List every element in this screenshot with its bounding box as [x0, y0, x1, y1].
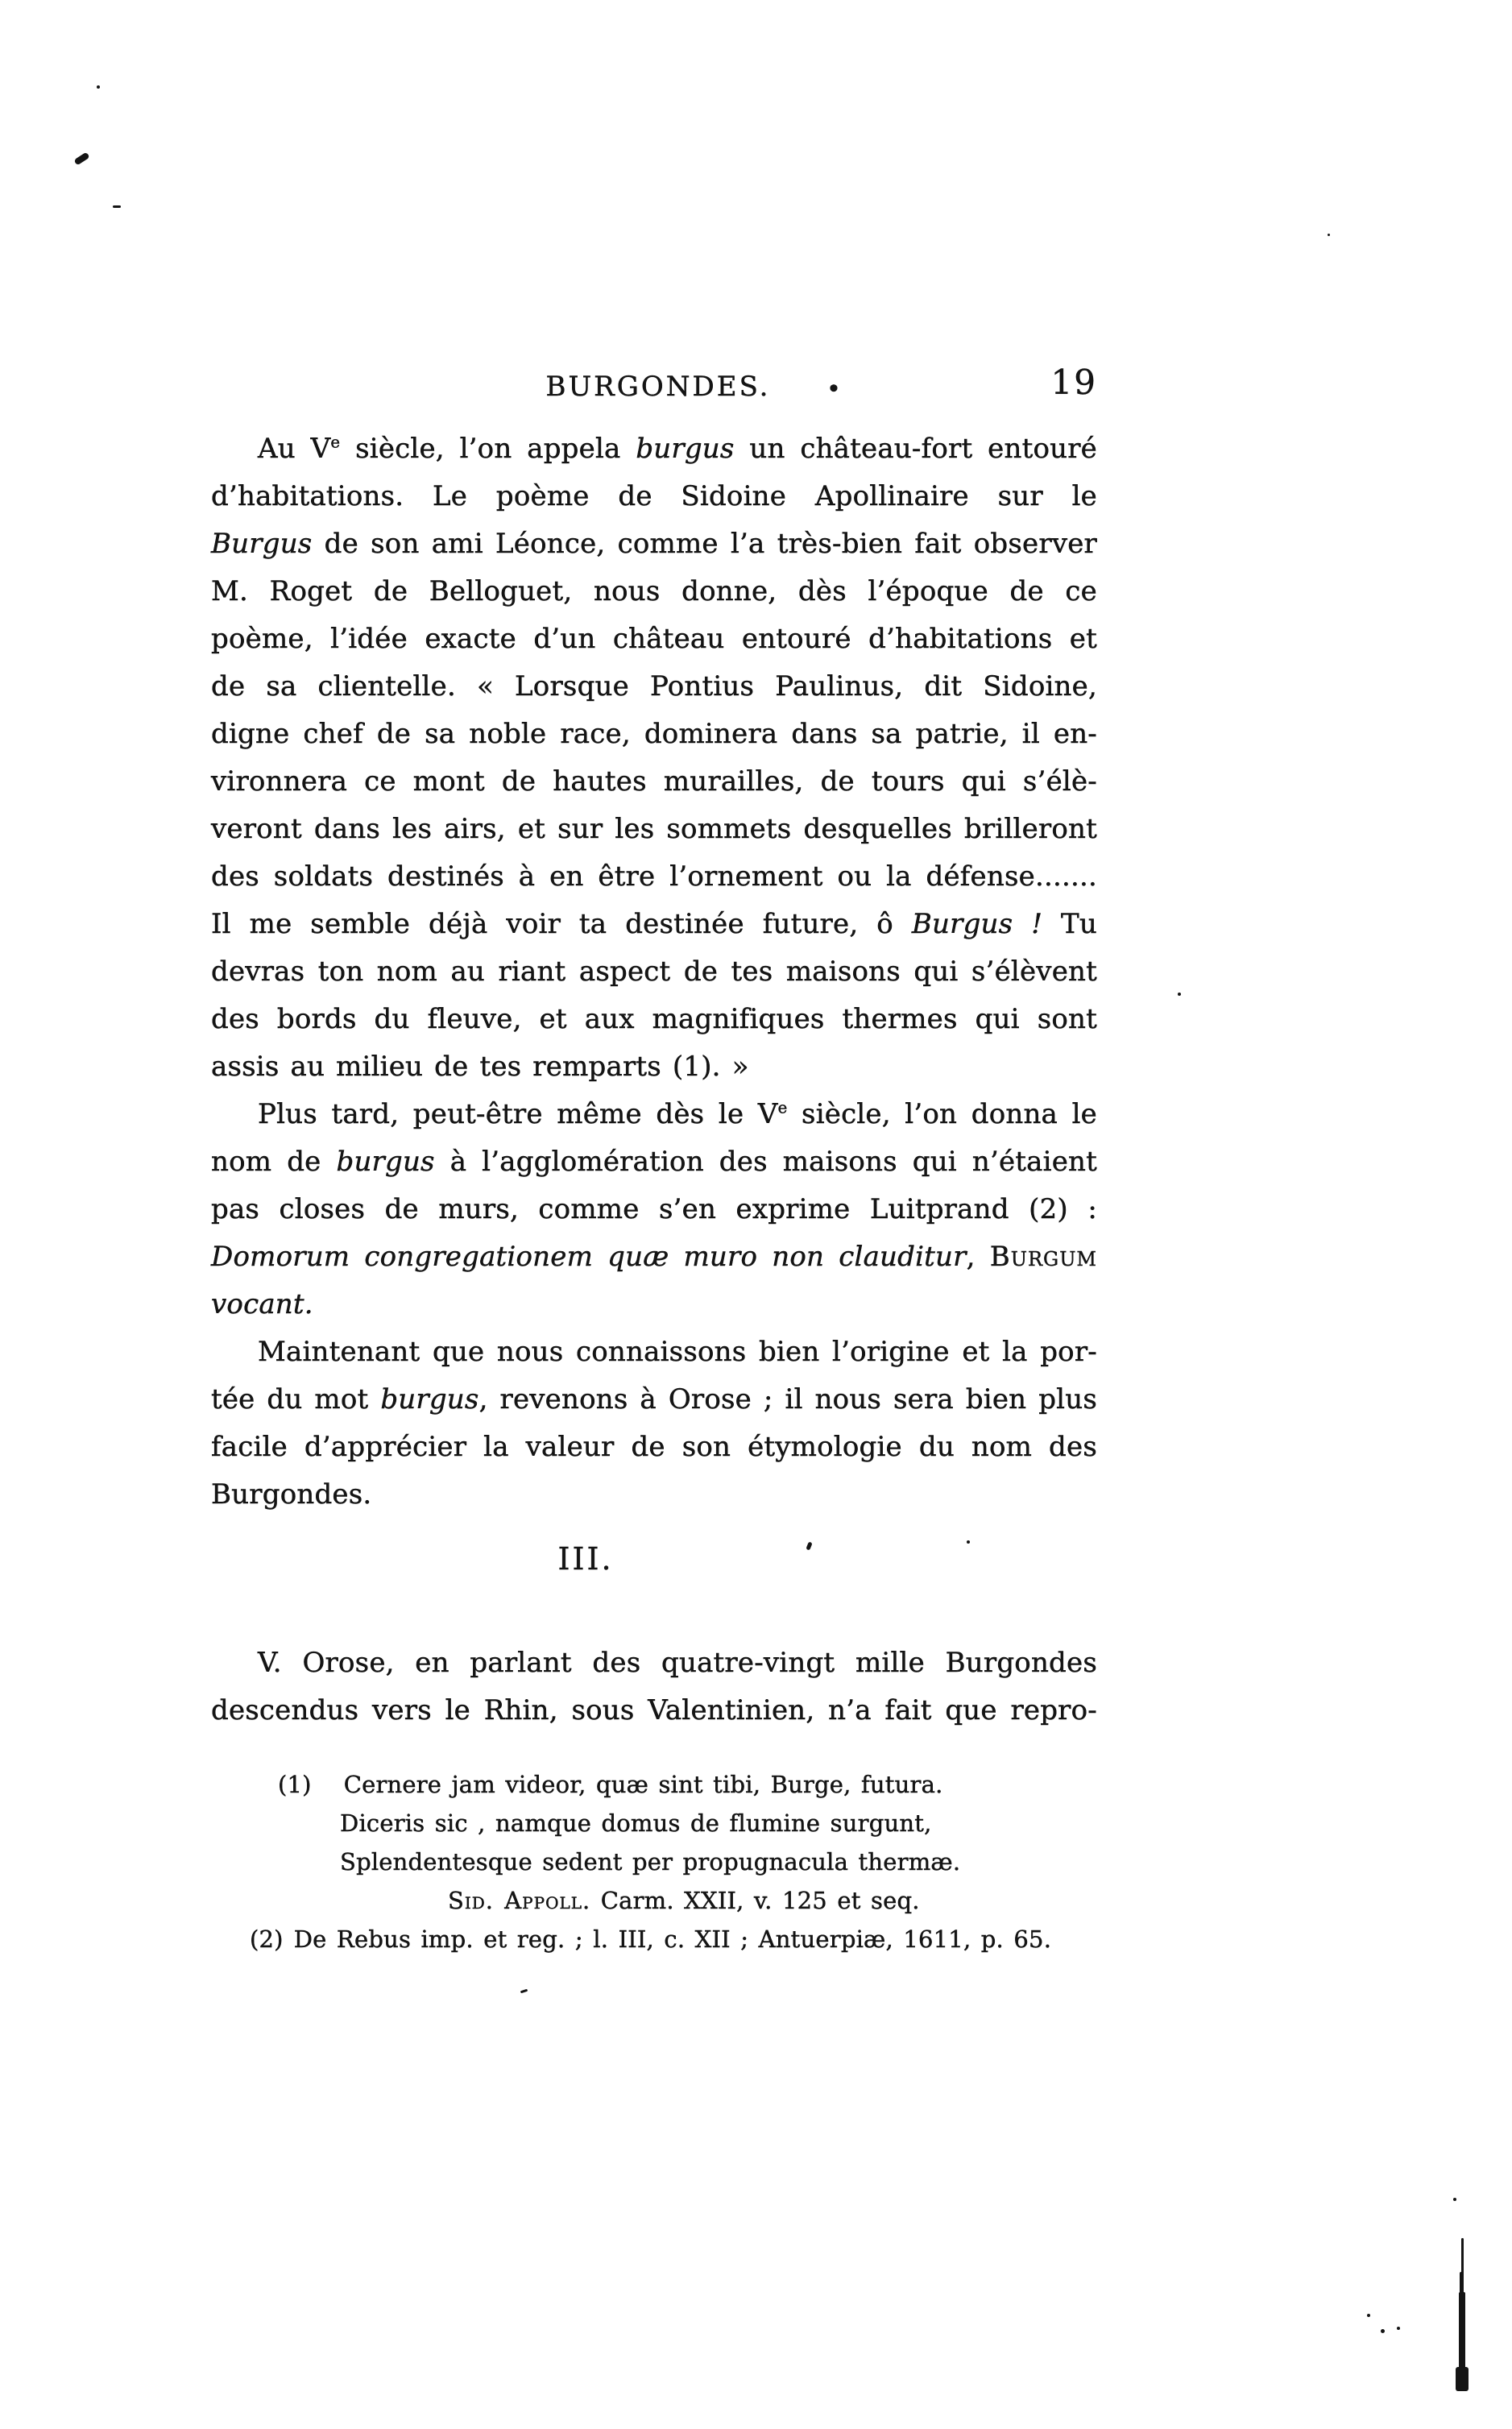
text-line — [211, 1639, 1097, 1687]
text-line — [211, 663, 1097, 711]
ink-speck — [97, 85, 100, 89]
text-segment: Maintenant que nous connaissons bien l’origine et la por- — [258, 1336, 1097, 1368]
text-segment: de sa clientelle. « Lorsque Pontius Paulinus, dit Sidoine, — [211, 670, 1097, 703]
text-line — [211, 1471, 1097, 1519]
text-segment: des soldats destinés à en être l’ornement ou la défense....... — [211, 860, 1097, 893]
text-line — [211, 1920, 1097, 1959]
ink-speck — [1367, 2314, 1370, 2317]
ink-speck — [113, 205, 121, 208]
ink-speck — [967, 1540, 970, 1544]
text-segment: Burgus — [211, 528, 313, 560]
ink-speck — [1381, 2329, 1385, 2333]
text-segment: siècle, l’on donna le — [787, 1098, 1097, 1130]
text-segment: , revenons à Orose ; il nous sera bien plus — [478, 1383, 1097, 1416]
scan-streak — [1459, 2292, 1465, 2373]
text-segment: à l’agglomération des maisons qui n’étaient — [434, 1146, 1097, 1178]
text-segment: pas closes de murs, comme s’en exprime Luitprand (2) : — [211, 1193, 1097, 1225]
text-segment: Burgum — [989, 1241, 1098, 1273]
ink-speck — [1328, 234, 1330, 236]
main-text-block — [211, 425, 1097, 1959]
text-line — [211, 853, 1097, 901]
text-segment: nom de — [211, 1146, 337, 1178]
text-line — [211, 568, 1097, 616]
text-line — [211, 948, 1097, 996]
text-line — [211, 1138, 1097, 1186]
text-segment: Domorum congregationem quæ muro non clauditur — [211, 1241, 967, 1273]
paragraph-3 — [211, 1328, 1097, 1519]
text-line — [211, 711, 1097, 758]
text-segment: burgus — [380, 1383, 479, 1416]
text-segment: facile d’apprécier la valeur de son étymologie du nom des — [211, 1431, 1097, 1463]
ink-speck — [1397, 2327, 1400, 2330]
text-segment: digne chef de sa noble race, dominera dans sa patrie, il en- — [211, 718, 1097, 750]
text-segment: Carm. XXII, v. 125 et seq. — [590, 1887, 920, 1914]
text-segment: poème, l’idée exacte d’un château entouré d’habitations et — [211, 623, 1097, 655]
paragraph-4 — [211, 1639, 1097, 1735]
text-line — [211, 1424, 1097, 1471]
text-segment: Plus tard, peut-être même dès le V — [258, 1098, 778, 1130]
text-line — [211, 1687, 1097, 1735]
text-line — [211, 425, 1097, 473]
text-segment: veront dans les airs, et sur les sommets desquelles brilleront — [211, 813, 1097, 845]
text-segment: un château-fort entouré — [734, 433, 1097, 465]
text-segment: Tu — [1042, 908, 1097, 940]
footnotes-block — [211, 1765, 1097, 1959]
text-segment: e — [330, 433, 341, 452]
text-line — [211, 1804, 1097, 1842]
text-line — [211, 1376, 1097, 1424]
ink-speck — [520, 1989, 528, 1994]
header-separator-dot: • — [826, 375, 841, 404]
text-line — [211, 1328, 1097, 1376]
text-segment: V. Orose, en parlant des quatre-vingt mille Burgondes — [258, 1647, 1097, 1679]
text-segment: des bords du fleuve, et aux magnifiques thermes qui sont — [211, 1003, 1097, 1035]
scan-streak — [1460, 2272, 1464, 2294]
text-line — [211, 1043, 1097, 1091]
text-line — [211, 1842, 1097, 1881]
text-line — [211, 1091, 1097, 1138]
text-segment: tée du mot — [211, 1383, 381, 1416]
running-title: BURGONDES. — [545, 371, 771, 403]
paragraph-1 — [211, 425, 1097, 1091]
ink-speck — [1178, 993, 1181, 996]
text-segment: burgus — [336, 1146, 435, 1178]
text-segment: assis au milieu de tes remparts (1). » — [211, 1051, 749, 1083]
text-segment: Cernere jam videor, quæ sint tibi, Burge, futura. — [343, 1771, 943, 1798]
section-heading: III. — [557, 1541, 614, 1577]
text-line — [211, 996, 1097, 1043]
text-line — [211, 616, 1097, 663]
paragraph-2 — [211, 1091, 1097, 1328]
text-line — [211, 901, 1097, 948]
scan-streak — [1456, 2367, 1469, 2391]
text-segment: burgus — [636, 433, 735, 465]
text-line — [211, 473, 1097, 520]
text-segment: (1) — [278, 1771, 312, 1798]
text-line — [211, 1765, 1097, 1804]
text-line — [211, 1233, 1097, 1281]
page-number: 19 — [1050, 363, 1097, 402]
text-segment: Au V — [258, 433, 331, 465]
text-segment: vocant. — [211, 1288, 313, 1320]
text-segment: Diceris sic , namque domus de flumine surgunt, — [340, 1809, 932, 1837]
text-segment: Il me semble déjà voir ta destinée future, ô — [211, 908, 912, 940]
text-segment: devras ton nom au riant aspect de tes maisons qui s’élèvent — [211, 955, 1097, 988]
text-segment: siècle, l’on appela — [340, 433, 636, 465]
text-segment: De Rebus imp. et reg. ; l. III, c. XII ; Antuerpiæ, 1611, p. 65. — [293, 1925, 1052, 1953]
text-segment: d’habitations. Le poème de Sidoine Apollinaire sur le — [211, 480, 1097, 512]
text-segment: descendus vers le Rhin, sous Valentinien, n’a fait que repro- — [211, 1694, 1097, 1726]
text-segment: (2) — [250, 1925, 284, 1953]
text-line — [211, 806, 1097, 853]
text-segment: e — [777, 1098, 788, 1117]
text-line — [211, 1186, 1097, 1233]
text-segment: Burgus ! — [911, 908, 1043, 940]
text-line — [211, 758, 1097, 806]
text-segment: , — [966, 1241, 990, 1273]
ink-speck — [1453, 2198, 1456, 2201]
text-segment: Sid. Appoll. — [448, 1887, 591, 1914]
text-segment: M. Roget de Belloguet, nous donne, dès l’époque de ce — [211, 575, 1097, 607]
ink-speck — [73, 151, 89, 165]
text-segment: Burgondes. — [211, 1478, 372, 1511]
text-segment: de son ami Léonce, comme l’a très-bien fait observer — [312, 528, 1097, 560]
text-segment: vironnera ce mont de hautes murailles, de tours qui s’élè- — [211, 765, 1097, 798]
text-segment: Splendentesque sedent per propugnacula thermæ. — [340, 1848, 961, 1876]
text-line — [211, 520, 1097, 568]
text-line — [211, 1281, 1097, 1328]
text-line — [211, 1881, 1097, 1920]
